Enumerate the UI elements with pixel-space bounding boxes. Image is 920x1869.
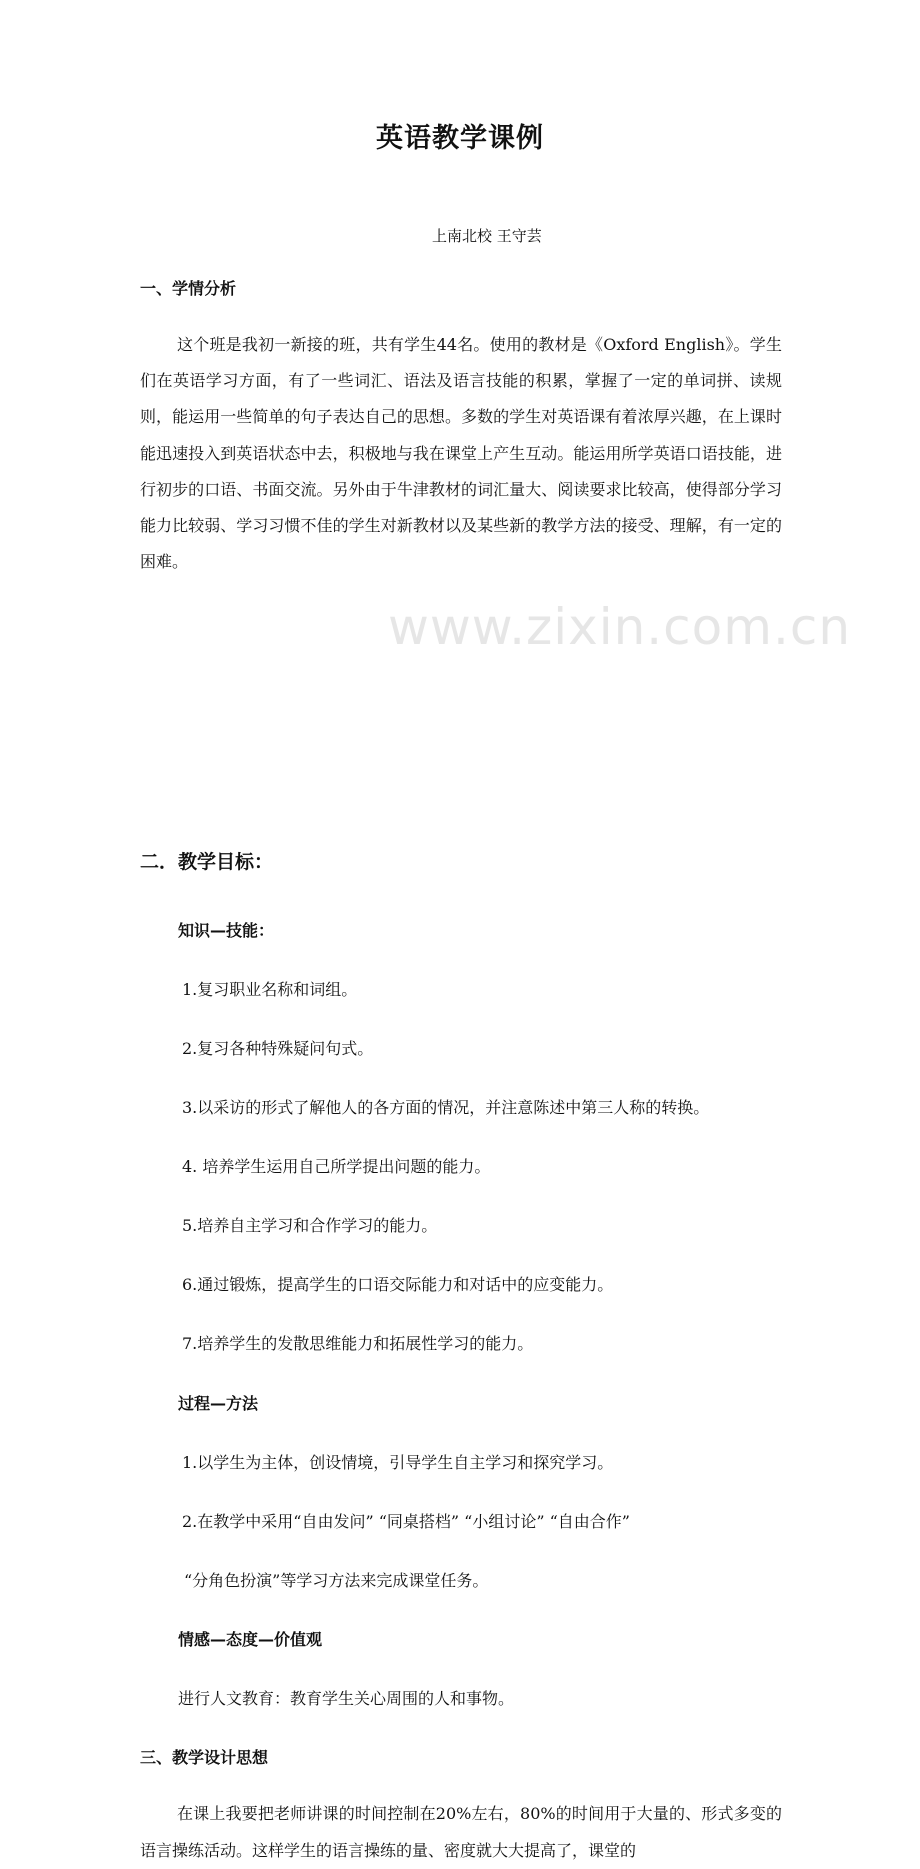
process-method-heading: 过程—方法 [178,1394,259,1414]
knowledge-item: 3.以采访的形式了解他人的各方面的情况，并注意陈述中第三人称的转换。 [182,1098,710,1118]
knowledge-item: 2.复习各种特殊疑问句式。 [182,1039,374,1059]
process-item: “分角色扮演”等学习方法来完成课堂任务。 [184,1571,489,1591]
process-item: 1.以学生为主体，创设情境，引导学生自主学习和探究学习。 [182,1453,614,1473]
watermark: www.zixin.com.cn [388,598,852,656]
section-heading-design: 三、教学设计思想 [140,1748,269,1768]
design-paragraph: 在课上我要把老师讲课的时间控制在20%左右，80%的时间用于大量的、形式多变的语言操练活动。这样学生的语言操练的量、密度就大大提高了，课堂的 [140,1804,782,1860]
knowledge-item: 7.培养学生的发散思维能力和拓展性学习的能力。 [182,1334,534,1354]
process-item: 2.在教学中采用“自由发问” “同桌搭档” “小组讨论” “自由合作” [182,1512,630,1532]
knowledge-item: 5.培养自主学习和合作学习的能力。 [182,1216,438,1236]
knowledge-item: 1.复习职业名称和词组。 [182,980,358,1000]
document-title: 英语教学课例 [376,123,544,154]
knowledge-skill-heading: 知识—技能： [178,921,275,941]
knowledge-item: 6.通过锻炼，提高学生的口语交际能力和对话中的应变能力。 [182,1275,614,1295]
section-heading-analysis: 一、学情分析 [140,279,237,298]
emotion-text: 进行人文教育：教育学生关心周围的人和事物。 [178,1689,515,1709]
section-heading-objectives: 二．教学目标： [140,851,274,874]
analysis-paragraph: 这个班是我初一新接的班，共有学生44名。使用的教材是《Oxford English》。学生们在英语学习方面，有了一些词汇、语法及语言技能的积累，掌握了一定的单词拼、读规则，能运用一些简单的句子表达自己的思想。多数的学生对英语课有着浓厚兴趣，在上课时能迅速投入到英语状态中去，积极地与我在课堂上产生互动。能运用所学英语口语技能，进行初步的口语、书面交流。另外由于牛津教材的词汇量大、阅读要求比较高，使得部分学习能力比较弱、学习习惯不佳的学生对新教材以及某些新的教学方法的接受、理解，有一定的困难。 [140,335,782,572]
emotion-attitude-heading: 情感—态度—价值观 [178,1630,323,1650]
author-line: 上南北校 王守芸 [432,227,542,245]
knowledge-item: 4. 培养学生运用自己所学提出问题的能力。 [182,1157,491,1177]
